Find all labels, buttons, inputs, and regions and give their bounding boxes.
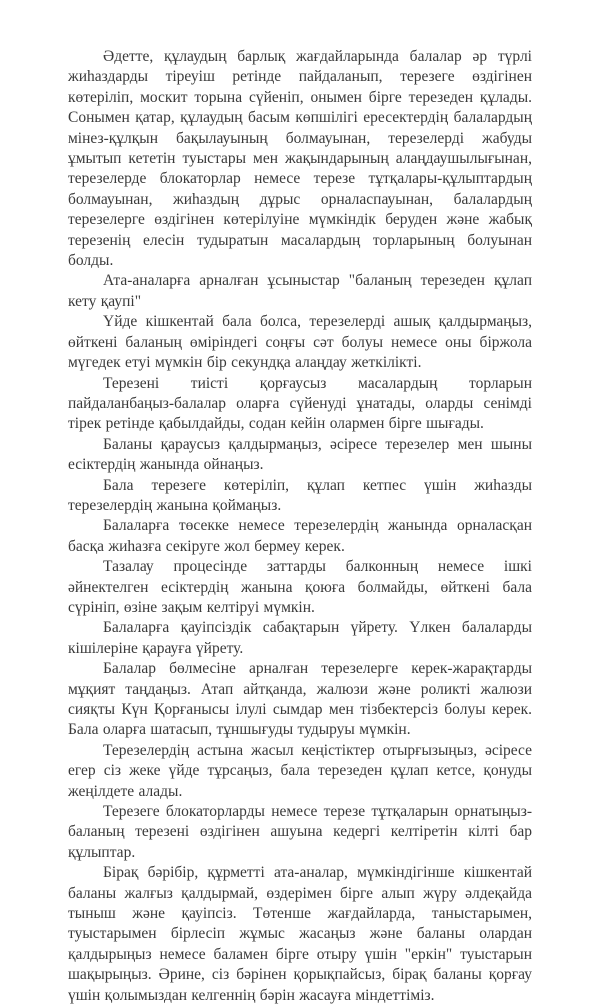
paragraph-tip-cleaning: Тазалау процесінде заттарды балконның немесе ішкі әйнектелген есіктердің жанына қоюға болмайды, өйткені бала сүрініп, өзіне зақым келтіруі мүмкін. (68, 558, 532, 616)
paragraph-tip-furniture: Бала терезеге көтеріліп, құлап кетпес үшін жиһазды терезелердің жанына қоймаңыз. (68, 476, 532, 514)
paragraph-intro: Әдетте, құлаудың барлық жағдайларында балалар әр түрлі жиһаздарды тіреуіш ретінде пайдаланып, терезеге өздігінен көтеріліп, москит торына сүйеніп, онымен бірге терезеден құлады. Сонымен қатар, құлаудың басым көпшілігі ересектердің балалардың мінез-құлқын бақылауының болмауынан, терезелерді жабуды ұмытып кететін туыстары мен жақындарының алаңдаушылығынан, терезелерде блокаторлар немесе терезе тұтқалары-құлыптардың болмауынан, жиһаздың дұрыс орналаспауынан, балалардың терезелерге өздігінен көтерілуіне мүмкіндік беруден және жабық терезенің елесін тудыратын масалардың торларының болуынан болды. (68, 48, 532, 270)
paragraph-conclusion: Бірақ бәрібір, құрметті ата-аналар, мүмкіндігінше кішкентай баланы жалғыз қалдырмай, өздерімен бірге алып жүру әлдеқайда тыныш және қауіпсіз. Төтенше жағдайларда, таныстарымен, туыстарымен бірлесіп жұмыс жасаңыз және баланы олардан қалдырыңыз немесе баламен бірге отыру үшін "еркін" туыстарын шақырыңыз. Әрине, сіз бәрінен қорықпайсыз, бірақ баланы қорғау үшін қолымыздан келгеннің бәрін жасауға міндеттіміз. (68, 864, 532, 1004)
paragraph-tip-mosquito-nets: Терезені тиісті қорғаусыз масалардың торларын пайдаланбаңыз-балалар оларға сүйенуді ұнатады, оларды сенімді тірек ретінде қабылдайды, содан кейін олармен бірге шығады. (68, 374, 532, 433)
paragraph-recommendations-heading: Ата-аналарға арналған ұсыныстар "баланың терезеден құлап кету қаупі" (68, 272, 532, 310)
paragraph-tip-open-windows: Үйде кішкентай бала болса, терезелерді ашық қалдырмаңыз, өйткені баланың өміріндегі соңғы сәт болуы немесе оны біржола мүгедек етуі мүмкін бір секундқа алаңдау жеткілікті. (68, 313, 532, 372)
paragraph-tip-jumping: Балаларға төсекке немесе терезелердің жанында орналасқан басқа жиһазға секіруге жол бермеу керек. (68, 517, 532, 555)
paragraph-tip-blinds: Балалар бөлмесіне арналған терезелерге керек-жарақтарды мұқият таңдаңыз. Атап айтқанда, жалюзи және роликті жалюзи сияқты Күн Қорғанысы ілулі сымдар мен тізбектерсіз болуы керек. Бала оларға шатасып, тұншығуды тудыруы мүмкін. (68, 660, 532, 739)
paragraph-tip-unattended: Баланы қараусыз қалдырмаңыз, әсіресе терезелер мен шыны есіктердің жанында ойнаңыз. (68, 435, 532, 474)
paragraph-tip-blockers: Терезеге блокаторларды немесе терезе тұтқаларын орнатыңыз-баланың терезені өздігінен ашуына кедергі келтіретін кілті бар құлыптар. (68, 803, 532, 861)
paragraph-tip-green-spaces: Терезелердің астына жасыл кеңістіктер отырғызыңыз, әсіресе егер сіз жеке үйде тұрсаңыз, бала терезеден құлап кетсе, қонуды жеңілдете алады. (68, 741, 532, 800)
paragraph-tip-safety-lessons: Балаларға қауіпсіздік сабақтарын үйрету. Үлкен балаларды кішілеріне қарауға үйрету. (68, 619, 532, 657)
